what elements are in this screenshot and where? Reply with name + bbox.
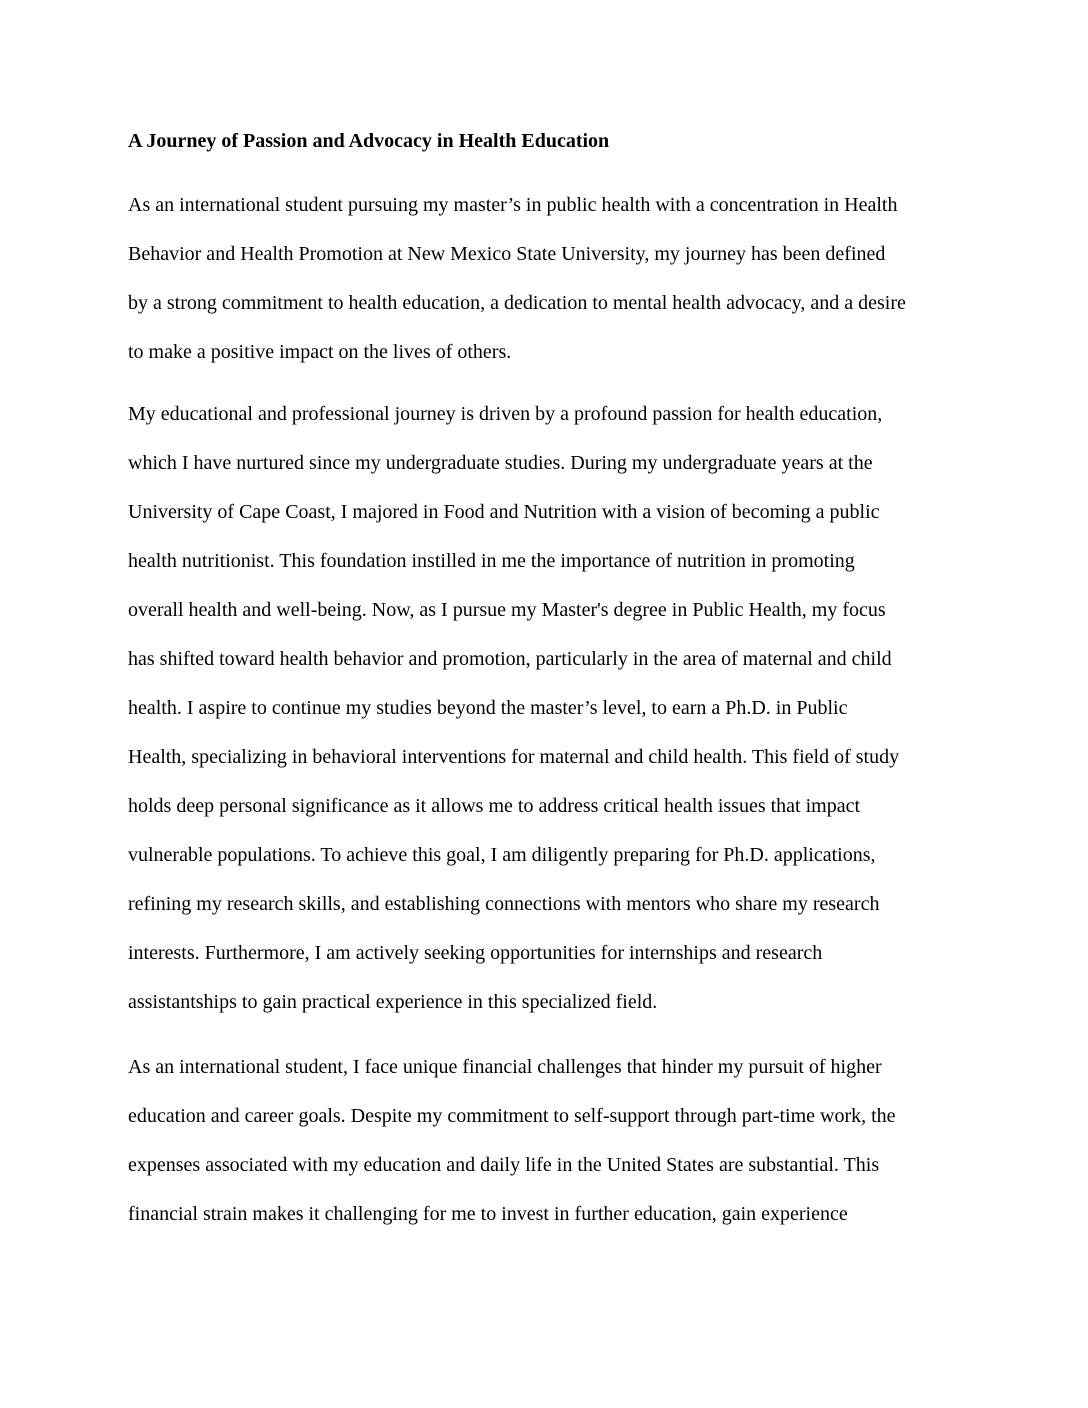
paragraph-line: has shifted toward health behavior and promotion, particularly in the area of maternal and child — [128, 648, 892, 670]
paragraph-line: to make a positive impact on the lives of others. — [128, 341, 512, 363]
paragraph-line: Health, specializing in behavioral interventions for maternal and child health. This field of study — [128, 746, 900, 768]
paragraph-financial — [128, 1043, 968, 1239]
paragraph-line: financial strain makes it challenging for me to invest in further education, gain experience — [128, 1203, 848, 1225]
paragraph-line: As an international student pursuing my master’s in public health with a concentration in Health — [128, 194, 898, 216]
document-title: A Journey of Passion and Advocacy in Health Education — [128, 130, 610, 152]
paragraph-line: My educational and professional journey is driven by a profound passion for health education, — [128, 403, 883, 425]
paragraph-line: which I have nurtured since my undergraduate studies. During my undergraduate years at the — [128, 452, 873, 474]
paragraph-line: Behavior and Health Promotion at New Mexico State University, my journey has been defined — [128, 243, 886, 265]
paragraph-line: University of Cape Coast, I majored in Food and Nutrition with a vision of becoming a public — [128, 501, 880, 523]
paragraph-line: health nutritionist. This foundation instilled in me the importance of nutrition in promoting — [128, 550, 855, 572]
paragraph-line: vulnerable populations. To achieve this goal, I am diligently preparing for Ph.D. applications, — [128, 844, 876, 866]
paragraph-line: overall health and well-being. Now, as I pursue my Master's degree in Public Health, my focus — [128, 599, 886, 621]
paragraph-line: expenses associated with my education and daily life in the United States are substantial. This — [128, 1154, 880, 1176]
paragraph-line: refining my research skills, and establishing connections with mentors who share my research — [128, 893, 880, 915]
paragraph-line: by a strong commitment to health education, a dedication to mental health advocacy, and a desire — [128, 292, 906, 314]
paragraph-line: education and career goals. Despite my commitment to self-support through part-time work, the — [128, 1105, 896, 1127]
paragraph-line: assistantships to gain practical experience in this specialized field. — [128, 991, 658, 1013]
paragraph-line: holds deep personal significance as it allows me to address critical health issues that impact — [128, 795, 861, 817]
paragraph-line: interests. Furthermore, I am actively seeking opportunities for internships and research — [128, 942, 823, 964]
paragraph-line: health. I aspire to continue my studies beyond the master’s level, to earn a Ph.D. in Public — [128, 697, 848, 719]
paragraph-intro — [128, 181, 968, 377]
paragraph-journey — [128, 390, 968, 1027]
paragraph-line: As an international student, I face unique financial challenges that hinder my pursuit of higher — [128, 1056, 882, 1078]
